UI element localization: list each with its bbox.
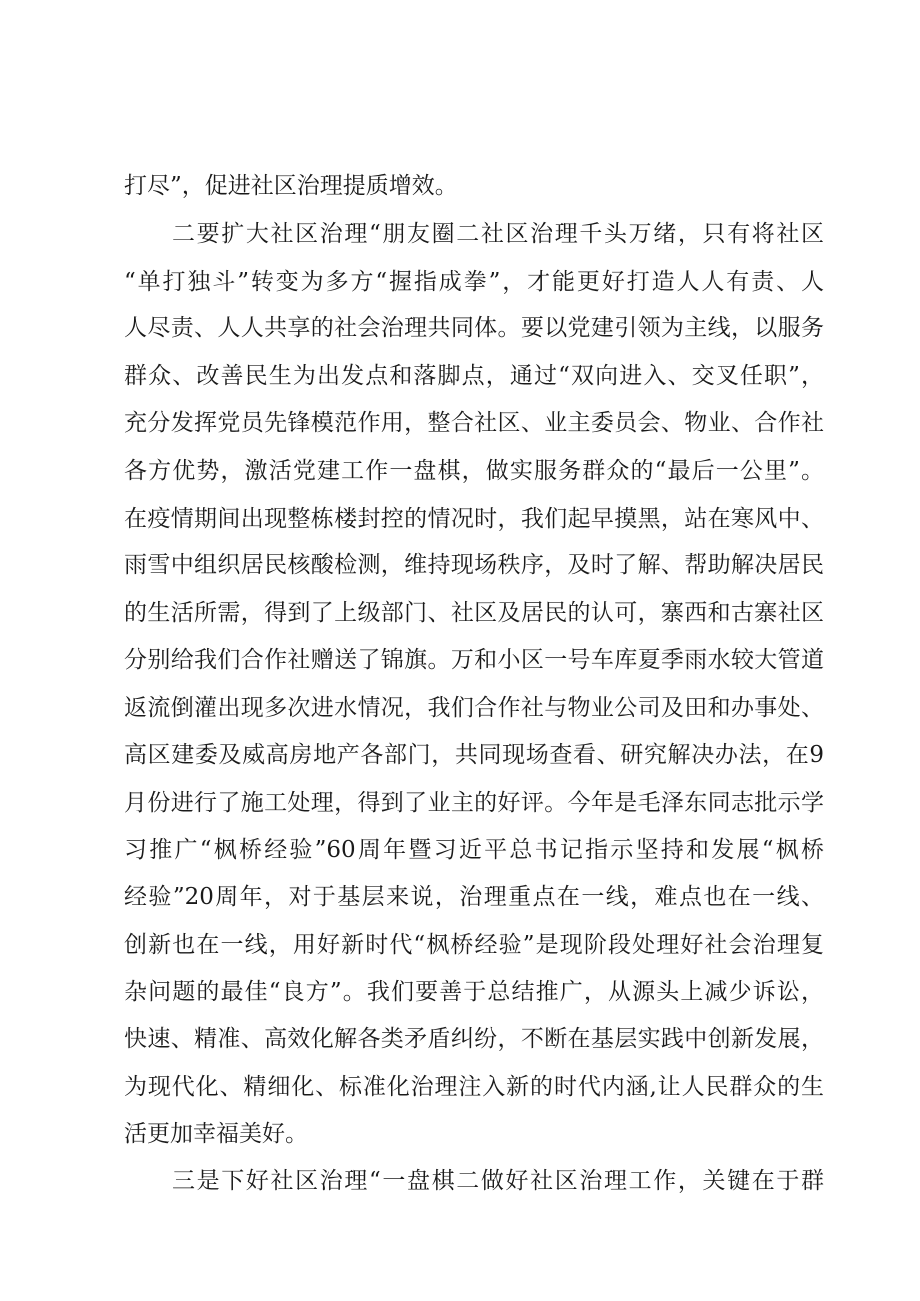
- text-line: “单打独斗”转变为多方“握指成拳”，才能更好打造人人有责、人: [124, 269, 824, 295]
- text-line: 二要扩大社区治理“朋友圈二社区治理千头万绪，只有将社区: [172, 221, 824, 247]
- text-line: 打尽”，促进社区治理提质增效。: [124, 173, 458, 199]
- text-line: 在疫情期间出现整栋楼封控的情况时，我们起早摸黑，站在寒风中、: [124, 506, 824, 532]
- text-line: 月份进行了施工处理，得到了业主的好评。今年是毛泽东同志批示学: [124, 790, 824, 816]
- text-line: 三是下好社区治理“一盘棋二做好社区治理工作，关键在于群: [172, 1168, 824, 1194]
- text-line: 经验”20周年，对于基层来说，治理重点在一线，难点也在一线、: [124, 884, 824, 910]
- text-line: 分别给我们合作社赠送了锦旗。万和小区一号车库夏季雨水较大管道: [124, 647, 824, 673]
- text-line: 快速、精准、高效化解各类矛盾纠纷，不断在基层实践中创新发展，: [124, 1026, 824, 1052]
- text-line: 高区建委及威高房地产各部门，共同现场查看、研究解决办法，在9: [124, 742, 824, 768]
- text-line: 为现代化、精细化、标准化治理注入新的时代内涵,让人民群众的生: [124, 1074, 824, 1100]
- text-line: 人尽责、人人共享的社会治理共同体。要以党建引领为主线，以服务: [124, 315, 824, 341]
- text-line: 的生活所需，得到了上级部门、社区及居民的认可，寨西和古寨社区: [124, 600, 824, 626]
- text-line: 创新也在一线，用好新时代“枫桥经验”是现阶段处理好社会治理复: [124, 932, 824, 958]
- text-line: 充分发挥党员先锋模范作用，整合社区、业主委员会、物业、合作社: [124, 410, 824, 436]
- text-line: 杂问题的最佳“良方”。我们要善于总结推广，从源头上减少诉讼，: [124, 979, 824, 1005]
- text-line: 群众、改善民生为出发点和落脚点，通过“双向进入、交叉任职”，: [124, 363, 824, 389]
- text-line: 返流倒灌出现多次进水情况，我们合作社与物业公司及田和办事处、: [124, 695, 824, 721]
- text-line: 习推广“枫桥经验”60周年暨习近平总书记指示坚持和发展“枫桥: [124, 837, 824, 863]
- text-line: 雨雪中组织居民核酸检测，维持现场秩序，及时了解、帮助解决居民: [124, 552, 824, 578]
- text-line: 各方优势，激活党建工作一盘棋，做实服务群众的“最后一公里”。: [124, 458, 824, 484]
- text-line: 活更加幸福美好。: [124, 1121, 308, 1147]
